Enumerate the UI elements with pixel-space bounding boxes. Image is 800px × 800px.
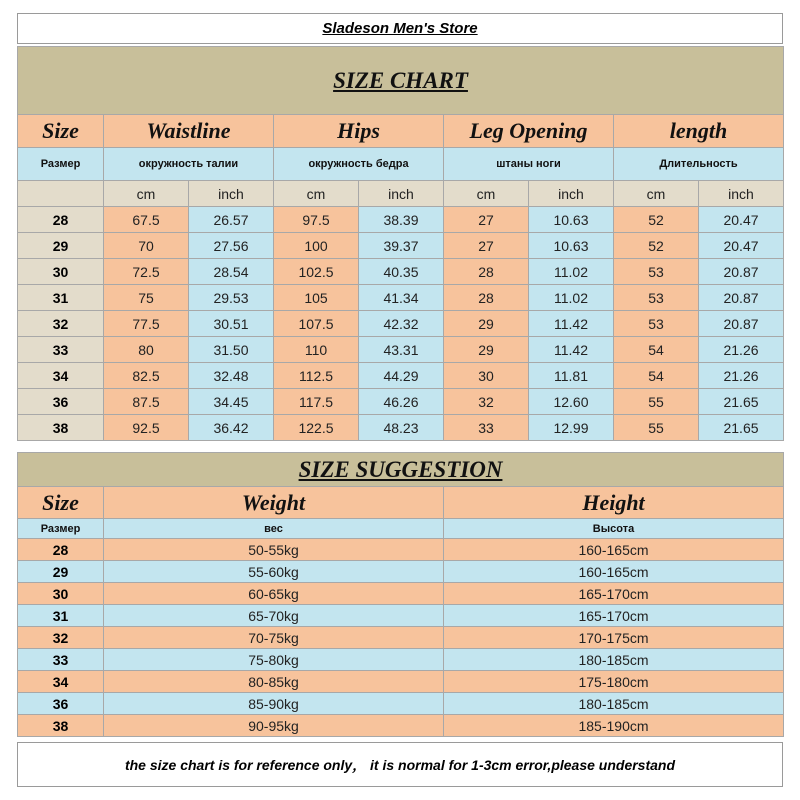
unit-cell: cm [274, 181, 359, 207]
size-chart-value-cell: 10.63 [529, 233, 614, 259]
size-suggestion-weight-cell: 75-80kg [104, 649, 444, 671]
size-chart-value-cell: 80 [104, 337, 189, 363]
chart-header-ru-size: Размер [18, 148, 104, 181]
size-suggestion-weight-cell: 70-75kg [104, 627, 444, 649]
size-suggestion-height-cell: 175-180cm [444, 671, 784, 693]
size-suggestion-row [18, 627, 784, 649]
size-suggestion-height-cell: 170-175cm [444, 627, 784, 649]
size-chart-value-cell: 54 [614, 337, 699, 363]
size-chart-value-cell: 27 [444, 233, 529, 259]
size-chart-row [18, 311, 784, 337]
size-chart-value-cell: 11.42 [529, 311, 614, 337]
size-chart-value-cell: 122.5 [274, 415, 359, 441]
unit-cell: inch [189, 181, 274, 207]
size-chart-value-cell: 27.56 [189, 233, 274, 259]
size-chart-value-cell: 31.50 [189, 337, 274, 363]
store-name: Sladeson Men's Store [322, 20, 478, 37]
size-suggestion-rows [18, 539, 784, 737]
unit-cell: cm [104, 181, 189, 207]
size-chart-row [18, 363, 784, 389]
size-suggestion-size-cell: 30 [18, 583, 104, 605]
size-chart-value-cell: 12.60 [529, 389, 614, 415]
size-chart-value-cell: 29.53 [189, 285, 274, 311]
size-suggestion-weight-cell: 90-95kg [104, 715, 444, 737]
size-chart-value-cell: 97.5 [274, 207, 359, 233]
size-chart-size-cell: 30 [18, 259, 104, 285]
chart-header-ru-leg-opening: штаны ноги [444, 148, 614, 181]
size-suggestion-height-cell: 160-165cm [444, 539, 784, 561]
size-chart-size-cell: 29 [18, 233, 104, 259]
size-suggestion-size-cell: 28 [18, 539, 104, 561]
size-suggestion-height-cell: 165-170cm [444, 583, 784, 605]
size-chart-value-cell: 70 [104, 233, 189, 259]
chart-header-hips: Hips [274, 115, 444, 148]
sugg-header-ru-size: Размер [18, 519, 104, 539]
size-suggestion-row [18, 539, 784, 561]
size-chart-value-cell: 21.65 [699, 415, 784, 441]
size-suggestion-row [18, 583, 784, 605]
size-chart-value-cell: 55 [614, 389, 699, 415]
size-chart-value-cell: 55 [614, 415, 699, 441]
size-suggestion-banner [18, 453, 784, 487]
store-header [17, 13, 783, 44]
size-chart-value-cell: 87.5 [104, 389, 189, 415]
unit-cell: inch [359, 181, 444, 207]
size-chart-value-cell: 33 [444, 415, 529, 441]
size-chart-value-cell: 92.5 [104, 415, 189, 441]
size-suggestion-row [18, 671, 784, 693]
size-chart-value-cell: 102.5 [274, 259, 359, 285]
size-chart-value-cell: 41.34 [359, 285, 444, 311]
size-chart-value-cell: 30 [444, 363, 529, 389]
size-suggestion-weight-cell: 80-85kg [104, 671, 444, 693]
chart-header-leg-opening: Leg Opening [444, 115, 614, 148]
size-suggestion-size-cell: 32 [18, 627, 104, 649]
size-chart-value-cell: 112.5 [274, 363, 359, 389]
size-chart-size-cell: 36 [18, 389, 104, 415]
size-chart-table [17, 46, 784, 441]
size-suggestion-size-cell: 33 [18, 649, 104, 671]
size-chart-value-cell: 82.5 [104, 363, 189, 389]
size-chart-value-cell: 11.02 [529, 285, 614, 311]
size-chart-value-cell: 11.02 [529, 259, 614, 285]
size-suggestion-table [17, 452, 784, 737]
size-chart-banner [18, 47, 784, 115]
size-chart-size-cell: 28 [18, 207, 104, 233]
size-suggestion-size-cell: 36 [18, 693, 104, 715]
size-suggestion-size-cell: 29 [18, 561, 104, 583]
size-chart-size-cell: 38 [18, 415, 104, 441]
size-chart-row [18, 337, 784, 363]
size-chart-size-cell: 33 [18, 337, 104, 363]
sugg-header-ru-height: Высота [444, 519, 784, 539]
unit-cell: cm [444, 181, 529, 207]
size-chart-value-cell: 32 [444, 389, 529, 415]
size-chart-size-cell: 32 [18, 311, 104, 337]
size-chart-value-cell: 43.31 [359, 337, 444, 363]
size-chart-value-cell: 36.42 [189, 415, 274, 441]
size-chart-value-cell: 42.32 [359, 311, 444, 337]
size-suggestion-height-cell: 160-165cm [444, 561, 784, 583]
size-chart-value-cell: 28.54 [189, 259, 274, 285]
size-chart-value-cell: 67.5 [104, 207, 189, 233]
footer-note-box [17, 742, 783, 787]
chart-header-length: length [614, 115, 784, 148]
size-suggestion-weight-cell: 85-90kg [104, 693, 444, 715]
size-suggestion-row [18, 605, 784, 627]
size-suggestion-row [18, 561, 784, 583]
size-suggestion-height-cell: 180-185cm [444, 649, 784, 671]
size-chart-value-cell: 30.51 [189, 311, 274, 337]
size-chart-value-cell: 40.35 [359, 259, 444, 285]
size-chart-value-cell: 11.81 [529, 363, 614, 389]
size-chart-value-cell: 27 [444, 207, 529, 233]
footer-note: the size chart is for reference only， it is normal for 1-3cm error,please understand [124, 756, 676, 773]
sugg-header-weight: Weight [104, 487, 444, 519]
size-suggestion-weight-cell: 55-60kg [104, 561, 444, 583]
size-chart-value-cell: 20.87 [699, 259, 784, 285]
unit-cell: inch [699, 181, 784, 207]
size-chart-value-cell: 44.29 [359, 363, 444, 389]
size-chart-value-cell: 28 [444, 285, 529, 311]
size-suggestion-height-cell: 165-170cm [444, 605, 784, 627]
size-chart-value-cell: 52 [614, 233, 699, 259]
size-chart-value-cell: 72.5 [104, 259, 189, 285]
size-chart-value-cell: 21.26 [699, 363, 784, 389]
size-chart-value-cell: 105 [274, 285, 359, 311]
size-chart-value-cell: 29 [444, 337, 529, 363]
size-chart-value-cell: 46.26 [359, 389, 444, 415]
size-chart-row [18, 285, 784, 311]
size-chart-value-cell: 20.47 [699, 207, 784, 233]
size-chart-value-cell: 53 [614, 259, 699, 285]
size-chart-value-cell: 20.87 [699, 311, 784, 337]
size-suggestion-height-cell: 185-190cm [444, 715, 784, 737]
size-suggestion-size-cell: 31 [18, 605, 104, 627]
size-chart-size-cell: 34 [18, 363, 104, 389]
size-chart-size-cell: 31 [18, 285, 104, 311]
sugg-header-height: Height [444, 487, 784, 519]
size-chart-value-cell: 29 [444, 311, 529, 337]
size-chart-row [18, 259, 784, 285]
sugg-header-ru-weight: вес [104, 519, 444, 539]
size-suggestion-row [18, 715, 784, 737]
sugg-header-size: Size [18, 487, 104, 519]
size-chart-value-cell: 53 [614, 285, 699, 311]
size-chart-value-cell: 21.65 [699, 389, 784, 415]
size-chart-value-cell: 100 [274, 233, 359, 259]
size-suggestion-size-cell: 38 [18, 715, 104, 737]
size-chart-title: SIZE CHART [333, 67, 468, 93]
size-chart-value-cell: 54 [614, 363, 699, 389]
size-chart-value-cell: 10.63 [529, 207, 614, 233]
size-chart-row [18, 389, 784, 415]
size-suggestion-row [18, 649, 784, 671]
size-chart-value-cell: 48.23 [359, 415, 444, 441]
chart-header-ru-waistline: окружность талии [104, 148, 274, 181]
size-chart-row [18, 415, 784, 441]
size-chart-row [18, 207, 784, 233]
chart-header-waistline: Waistline [104, 115, 274, 148]
size-suggestion-size-cell: 34 [18, 671, 104, 693]
size-chart-value-cell: 52 [614, 207, 699, 233]
size-chart-rows [18, 207, 784, 441]
size-chart-value-cell: 39.37 [359, 233, 444, 259]
chart-header-size: Size [18, 115, 104, 148]
size-suggestion-weight-cell: 60-65kg [104, 583, 444, 605]
unit-cell: inch [529, 181, 614, 207]
size-chart-value-cell: 38.39 [359, 207, 444, 233]
size-chart-value-cell: 110 [274, 337, 359, 363]
size-chart-value-cell: 12.99 [529, 415, 614, 441]
chart-header-ru-length: Длительность [614, 148, 784, 181]
size-chart-value-cell: 26.57 [189, 207, 274, 233]
chart-header-ru-hips: окружность бедра [274, 148, 444, 181]
size-chart-value-cell: 21.26 [699, 337, 784, 363]
size-chart-value-cell: 20.87 [699, 285, 784, 311]
size-chart-value-cell: 34.45 [189, 389, 274, 415]
size-chart-value-cell: 28 [444, 259, 529, 285]
size-chart-value-cell: 75 [104, 285, 189, 311]
size-chart-value-cell: 107.5 [274, 311, 359, 337]
size-suggestion-weight-cell: 65-70kg [104, 605, 444, 627]
size-chart-value-cell: 11.42 [529, 337, 614, 363]
size-suggestion-title: SIZE SUGGESTION [298, 456, 503, 482]
unit-cell: cm [614, 181, 699, 207]
size-suggestion-height-cell: 180-185cm [444, 693, 784, 715]
size-suggestion-row [18, 693, 784, 715]
size-chart-value-cell: 53 [614, 311, 699, 337]
size-suggestion-weight-cell: 50-55kg [104, 539, 444, 561]
size-chart-value-cell: 77.5 [104, 311, 189, 337]
size-chart-value-cell: 32.48 [189, 363, 274, 389]
size-chart-value-cell: 20.47 [699, 233, 784, 259]
size-chart-row [18, 233, 784, 259]
unit-row-empty [18, 181, 104, 207]
size-chart-value-cell: 117.5 [274, 389, 359, 415]
